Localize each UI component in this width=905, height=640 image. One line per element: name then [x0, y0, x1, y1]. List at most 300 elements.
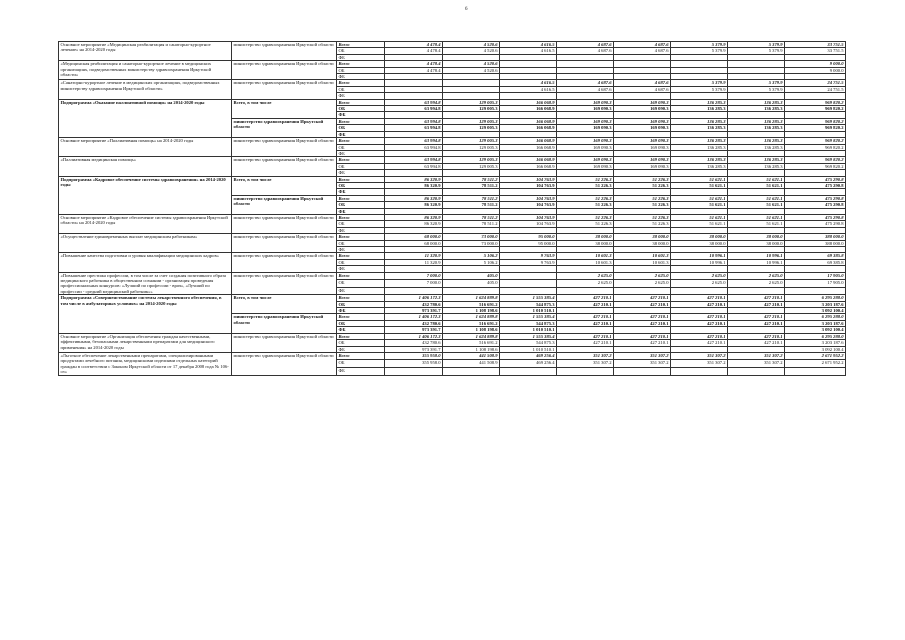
year-value-cell: 104 763.9 — [500, 176, 557, 182]
year-value-cell: 129 005.3 — [443, 125, 500, 131]
year-value-cell: 427 210.1 — [671, 320, 728, 326]
year-value-cell: 1 555 385.4 — [500, 295, 557, 301]
year-value-cell: 5 379.9 — [728, 48, 785, 54]
year-value-cell: 95 000.0 — [500, 240, 557, 246]
funding-source-cell: Всего — [337, 157, 385, 163]
funding-source-cell: Всего — [337, 214, 385, 220]
year-value-cell: 136 285.3 — [671, 138, 728, 144]
year-value-cell: 427 210.1 — [557, 295, 614, 301]
year-value-cell: 351 307.2 — [728, 352, 785, 360]
year-value-cell: 169 090.3 — [557, 125, 614, 131]
year-value-cell: 469 256.4 — [500, 352, 557, 360]
year-value-cell: 4 687.6 — [614, 48, 671, 54]
year-value-cell: 166 068.9 — [500, 138, 557, 144]
year-value-cell: 432 780.6 — [385, 320, 443, 326]
year-value-cell: 5 106.2 — [443, 259, 500, 265]
year-value-cell: 104 763.9 — [500, 202, 557, 208]
executor-cell: министерство здравоохранения Иркутской области — [232, 214, 337, 233]
year-value-cell: 51 621.1 — [728, 202, 785, 208]
year-value-cell: 136 285.3 — [671, 125, 728, 131]
total-value-cell: 17 905.0 — [785, 280, 846, 288]
year-value-cell: 51 621.1 — [671, 182, 728, 188]
year-value-cell: 10 601.3 — [614, 259, 671, 265]
year-value-cell: 4 687.6 — [557, 42, 614, 48]
year-value-cell: 427 210.1 — [671, 301, 728, 307]
year-value-cell: 9 763.9 — [500, 259, 557, 265]
year-value-cell: 38 000.0 — [728, 234, 785, 240]
total-value-cell: 475 290.8 — [785, 202, 846, 208]
funding-source-cell: ОБ — [337, 340, 385, 346]
program-name-cell: Основное мероприятие «Организация обеспечения граждан качественными, эффективными, безопасными лекарственными препаратами для медицинского применения» на 2014-2020 годы — [59, 333, 232, 352]
total-value-cell: 475 290.8 — [785, 176, 846, 182]
executor-cell: министерство здравоохранения Иркутской области — [232, 234, 337, 253]
funding-source-cell: Всего — [337, 253, 385, 259]
year-value-cell: 5 379.9 — [671, 86, 728, 92]
year-value-cell: 63 994.8 — [385, 157, 443, 163]
funding-source-cell: ФБ — [337, 266, 385, 272]
total-value-cell: 24 751.5 — [785, 86, 846, 92]
year-value-cell: 63 994.8 — [385, 163, 443, 169]
year-value-cell: 129 005.3 — [443, 99, 500, 105]
year-value-cell — [500, 287, 557, 295]
year-value-cell: 38 000.0 — [557, 234, 614, 240]
total-value-cell: 475 290.8 — [785, 182, 846, 188]
year-value-cell: 11 320.9 — [385, 253, 443, 259]
year-value-cell — [557, 287, 614, 295]
year-value-cell: 351 307.2 — [728, 360, 785, 368]
funding-source-cell: ОБ — [337, 320, 385, 326]
executor-cell: министерство здравоохранения Иркутской области — [232, 118, 337, 137]
funding-source-cell: ОБ — [337, 86, 385, 92]
program-name-cell: «Паллиативная медицинская помощь» — [59, 157, 232, 176]
year-value-cell: 63 994.8 — [385, 106, 443, 112]
executor-cell: министерство здравоохранения Иркутской области — [232, 80, 337, 99]
year-value-cell — [728, 287, 785, 295]
year-value-cell: 104 763.9 — [500, 221, 557, 227]
year-value-cell: 169 090.3 — [614, 144, 671, 150]
year-value-cell: 4 520.6 — [443, 48, 500, 54]
funding-source-cell: Всего — [337, 272, 385, 280]
year-value-cell: 78 511.2 — [443, 176, 500, 182]
year-value-cell: 973 391.7 — [385, 327, 443, 333]
year-value-cell: 68 000.0 — [385, 234, 443, 240]
year-value-cell: 38 000.0 — [614, 240, 671, 246]
year-value-cell: 4 687.6 — [557, 48, 614, 54]
year-value-cell: 2 625.0 — [728, 272, 785, 280]
year-value-cell: 516 691.2 — [443, 301, 500, 307]
year-value-cell: 136 285.3 — [728, 125, 785, 131]
year-value-cell: 355 958.0 — [385, 352, 443, 360]
year-value-cell: 51 621.1 — [671, 221, 728, 227]
year-value-cell: 169 090.3 — [614, 157, 671, 163]
year-value-cell: 427 210.1 — [728, 301, 785, 307]
year-value-cell: 51 226.3 — [614, 195, 671, 201]
year-value-cell: 136 285.3 — [728, 118, 785, 124]
year-value-cell: 516 691.2 — [443, 320, 500, 326]
funding-source-cell: ФБ — [337, 170, 385, 176]
year-value-cell: 129 005.3 — [443, 144, 500, 150]
year-value-cell: 86 320.9 — [385, 182, 443, 188]
year-value-cell: 38 000.0 — [614, 234, 671, 240]
year-value-cell: 136 285.3 — [671, 163, 728, 169]
year-value-cell: 427 210.1 — [671, 295, 728, 301]
year-value-cell: 351 307.2 — [557, 360, 614, 368]
year-value-cell: 427 210.1 — [614, 340, 671, 346]
funding-source-cell: ОБ — [337, 301, 385, 307]
executor-cell: Всего, в том числе — [232, 176, 337, 195]
year-value-cell: 51 226.3 — [614, 182, 671, 188]
total-value-cell: 969 820.2 — [785, 125, 846, 131]
funding-source-cell: ФБ — [337, 227, 385, 233]
funding-source-cell: ФБ — [337, 189, 385, 195]
year-value-cell: 7 000.0 — [385, 272, 443, 280]
year-value-cell: 10 996.1 — [671, 253, 728, 259]
funding-source-cell: Всего — [337, 195, 385, 201]
total-value-cell — [785, 367, 846, 375]
year-value-cell: 2 625.0 — [614, 272, 671, 280]
table-row — [59, 272, 846, 280]
year-value-cell: 51 226.3 — [557, 214, 614, 220]
year-value-cell: 136 285.3 — [728, 144, 785, 150]
year-value-cell: 427 210.1 — [614, 295, 671, 301]
year-value-cell: 5 379.9 — [671, 48, 728, 54]
year-value-cell: 169 090.3 — [557, 144, 614, 150]
total-value-cell: 969 820.2 — [785, 144, 846, 150]
funding-source-cell: Всего — [337, 234, 385, 240]
funding-source-cell: ОБ — [337, 106, 385, 112]
year-value-cell: 136 285.3 — [728, 157, 785, 163]
year-value-cell: 166 068.9 — [500, 106, 557, 112]
year-value-cell: 1 624 889.8 — [443, 314, 500, 320]
year-value-cell: 405.0 — [443, 280, 500, 288]
year-value-cell: 5 106.2 — [443, 253, 500, 259]
total-value-cell: 6 295 288.0 — [785, 295, 846, 301]
year-value-cell: 104 763.9 — [500, 195, 557, 201]
executor-cell: Всего, в том числе — [232, 99, 337, 118]
year-value-cell: 136 285.3 — [671, 118, 728, 124]
funding-source-cell: Всего — [337, 333, 385, 339]
year-value-cell: 68 000.0 — [385, 240, 443, 246]
year-value-cell: 427 210.1 — [557, 333, 614, 339]
funding-source-cell: Всего — [337, 80, 385, 86]
year-value-cell: 4 687.6 — [557, 80, 614, 86]
year-value-cell: 51 226.3 — [557, 202, 614, 208]
year-value-cell: 427 210.1 — [557, 301, 614, 307]
year-value-cell: 169 090.3 — [557, 99, 614, 105]
year-value-cell: 351 307.2 — [557, 352, 614, 360]
year-value-cell: 2 625.0 — [557, 280, 614, 288]
funding-source-cell: Всего — [337, 176, 385, 182]
year-value-cell: 4 520.6 — [443, 61, 500, 67]
program-name-cell: Основное мероприятие «Кадровое обеспечение системы здравоохранения Иркутской области» на 2014-2020 годы — [59, 214, 232, 233]
year-value-cell: 5 379.9 — [728, 80, 785, 86]
year-value-cell: 10 601.3 — [557, 253, 614, 259]
year-value-cell — [728, 367, 785, 375]
year-value-cell — [557, 367, 614, 375]
year-value-cell: 51 226.3 — [557, 195, 614, 201]
year-value-cell — [385, 287, 443, 295]
total-value-cell: 6 295 288.0 — [785, 314, 846, 320]
year-value-cell: 11 320.9 — [385, 259, 443, 265]
year-value-cell: 351 307.2 — [614, 360, 671, 368]
executor-cell: министерство здравоохранения Иркутской области — [232, 272, 337, 295]
year-value-cell: 169 090.3 — [557, 138, 614, 144]
year-value-cell: 427 210.1 — [728, 314, 785, 320]
funding-source-cell: Всего — [337, 99, 385, 105]
program-name-cell: Подпрограмма «Кадровое обеспечение системы здравоохранения» на 2014-2020 годы — [59, 176, 232, 214]
year-value-cell: 351 307.2 — [671, 352, 728, 360]
year-value-cell: 544 875.3 — [500, 320, 557, 326]
year-value-cell: 63 994.8 — [385, 144, 443, 150]
year-value-cell: 427 210.1 — [728, 295, 785, 301]
year-value-cell: 432 780.6 — [385, 301, 443, 307]
total-value-cell: 475 290.8 — [785, 214, 846, 220]
funding-source-cell: ОБ — [337, 280, 385, 288]
year-value-cell: 166 068.9 — [500, 144, 557, 150]
year-value-cell: 427 210.1 — [614, 314, 671, 320]
executor-cell: министерство здравоохранения Иркутской области — [232, 333, 337, 352]
year-value-cell: 7 000.0 — [385, 280, 443, 288]
year-value-cell: 169 090.3 — [557, 157, 614, 163]
year-value-cell: 38 000.0 — [671, 234, 728, 240]
total-value-cell: 33 751.5 — [785, 48, 846, 54]
year-value-cell: 51 226.3 — [614, 221, 671, 227]
year-value-cell: 4 478.4 — [385, 48, 443, 54]
year-value-cell: 441 508.9 — [443, 352, 500, 360]
year-value-cell: 51 621.1 — [728, 214, 785, 220]
year-value-cell: 78 511.2 — [443, 195, 500, 201]
year-value-cell: 38 000.0 — [671, 240, 728, 246]
funding-source-cell: Всего — [337, 118, 385, 124]
year-value-cell: 4 520.6 — [443, 42, 500, 48]
budget-table — [58, 41, 846, 376]
year-value-cell: 427 210.1 — [671, 314, 728, 320]
total-value-cell: 69 385.8 — [785, 259, 846, 265]
year-value-cell: 166 068.9 — [500, 125, 557, 131]
funding-source-cell: ОБ — [337, 125, 385, 131]
year-value-cell: 169 090.3 — [557, 118, 614, 124]
year-value-cell: 51 621.1 — [728, 221, 785, 227]
year-value-cell: 136 285.3 — [671, 99, 728, 105]
year-value-cell: 10 996.1 — [671, 259, 728, 265]
total-value-cell: 33 751.5 — [785, 42, 846, 48]
year-value-cell: 78 511.2 — [443, 202, 500, 208]
year-value-cell: 10 601.3 — [614, 253, 671, 259]
program-name-cell: «Медицинская реабилитация и санаторно-курортное лечение в медицинских организациях, подведомственных министерству здравоохранения Иркутской области» — [59, 61, 232, 80]
year-value-cell: 427 210.1 — [557, 320, 614, 326]
executor-cell: министерство здравоохранения Иркутской области — [232, 42, 337, 61]
year-value-cell — [500, 280, 557, 288]
executor-cell: министерство здравоохранения Иркутской области — [232, 352, 337, 375]
executor-cell: министерство здравоохранения Иркутской области — [232, 195, 337, 214]
total-value-cell: 3 203 187.6 — [785, 320, 846, 326]
year-value-cell: 51 226.3 — [614, 202, 671, 208]
year-value-cell: 169 090.3 — [557, 106, 614, 112]
year-value-cell: 136 285.3 — [671, 106, 728, 112]
total-value-cell: 388 000.0 — [785, 240, 846, 246]
year-value-cell: 63 994.8 — [385, 99, 443, 105]
year-value-cell: 51 621.1 — [728, 176, 785, 182]
year-value-cell: 1 108 198.6 — [443, 308, 500, 314]
funding-source-cell: ФБ — [337, 112, 385, 118]
total-value-cell: 3 203 187.6 — [785, 340, 846, 346]
year-value-cell: 169 090.3 — [557, 163, 614, 169]
year-value-cell: 73 000.0 — [443, 234, 500, 240]
year-value-cell: 1 010 510.1 — [500, 346, 557, 352]
year-value-cell: 4 687.6 — [614, 80, 671, 86]
total-value-cell: 475 290.8 — [785, 221, 846, 227]
funding-source-cell: ФБ — [337, 308, 385, 314]
year-value-cell: 10 996.1 — [728, 253, 785, 259]
year-value-cell: 63 994.8 — [385, 138, 443, 144]
year-value-cell: 4 687.6 — [614, 86, 671, 92]
budget-table-body — [59, 42, 846, 376]
year-value-cell: 104 763.9 — [500, 214, 557, 220]
year-value-cell: 169 090.3 — [614, 106, 671, 112]
total-value-cell: 17 905.0 — [785, 272, 846, 280]
funding-source-cell: Всего — [337, 61, 385, 67]
year-value-cell: 4 616.5 — [500, 48, 557, 54]
year-value-cell: 5 379.9 — [728, 86, 785, 92]
year-value-cell: 1 555 385.4 — [500, 314, 557, 320]
executor-cell: министерство здравоохранения Иркутской области — [232, 253, 337, 272]
year-value-cell: 166 068.9 — [500, 99, 557, 105]
year-value-cell: 1 108 198.6 — [443, 346, 500, 352]
funding-source-cell: Всего — [337, 42, 385, 48]
year-value-cell: 1 624 889.8 — [443, 295, 500, 301]
year-value-cell: 10 996.1 — [728, 259, 785, 265]
funding-source-cell: ФБ — [337, 150, 385, 156]
funding-source-cell: ОБ — [337, 221, 385, 227]
funding-source-cell: ФБ — [337, 346, 385, 352]
year-value-cell: 136 285.3 — [671, 144, 728, 150]
year-value-cell: 4 478.4 — [385, 42, 443, 48]
year-value-cell — [500, 272, 557, 280]
year-value-cell: 51 226.3 — [557, 182, 614, 188]
year-value-cell: 63 994.8 — [385, 125, 443, 131]
year-value-cell: 4 616.5 — [500, 80, 557, 86]
year-value-cell: 2 625.0 — [557, 272, 614, 280]
year-value-cell: 4 478.4 — [385, 67, 443, 73]
funding-source-cell: ОБ — [337, 182, 385, 188]
year-value-cell: 51 226.3 — [557, 176, 614, 182]
funding-source-cell: Всего — [337, 138, 385, 144]
year-value-cell: 1 624 889.8 — [443, 333, 500, 339]
total-value-cell: 969 820.2 — [785, 138, 846, 144]
year-value-cell — [614, 287, 671, 295]
year-value-cell: 544 875.3 — [500, 340, 557, 346]
total-value-cell: 3 203 187.6 — [785, 301, 846, 307]
funding-source-cell: Всего — [337, 352, 385, 360]
page-number: 6 — [465, 7, 468, 12]
year-value-cell: 86 320.9 — [385, 202, 443, 208]
year-value-cell: 973 391.7 — [385, 346, 443, 352]
year-value-cell: 86 320.9 — [385, 214, 443, 220]
total-value-cell: 969 820.2 — [785, 163, 846, 169]
total-value-cell: 475 290.8 — [785, 195, 846, 201]
total-value-cell: 969 820.2 — [785, 118, 846, 124]
funding-source-cell: ОБ — [337, 163, 385, 169]
funding-source-cell: ОБ — [337, 202, 385, 208]
year-value-cell — [671, 367, 728, 375]
funding-source-cell: ОБ — [337, 240, 385, 246]
total-value-cell: 69 385.8 — [785, 253, 846, 259]
year-value-cell — [443, 367, 500, 375]
year-value-cell: 129 005.3 — [443, 157, 500, 163]
year-value-cell: 427 210.1 — [557, 340, 614, 346]
year-value-cell: 4 616.5 — [500, 86, 557, 92]
year-value-cell: 5 379.9 — [728, 42, 785, 48]
program-name-cell: Основное мероприятие «Медицинская реабилитация и санаторно-курортное лечение» на 2014-2020 годы — [59, 42, 232, 61]
year-value-cell: 78 511.2 — [443, 214, 500, 220]
year-value-cell: 129 005.3 — [443, 138, 500, 144]
year-value-cell: 51 621.1 — [671, 214, 728, 220]
year-value-cell: 95 000.0 — [500, 234, 557, 240]
executor-cell: министерство здравоохранения Иркутской области — [232, 157, 337, 176]
funding-source-cell: ФБ — [337, 208, 385, 214]
program-name-cell: «Осуществление единовременных выплат медицинским работникам» — [59, 234, 232, 253]
year-value-cell: 355 958.0 — [385, 360, 443, 368]
year-value-cell: 38 000.0 — [557, 240, 614, 246]
year-value-cell: 4 616.5 — [500, 42, 557, 48]
total-value-cell: 969 820.2 — [785, 99, 846, 105]
year-value-cell: 136 285.3 — [728, 138, 785, 144]
year-value-cell: 51 226.3 — [614, 176, 671, 182]
year-value-cell: 166 068.9 — [500, 157, 557, 163]
year-value-cell: 432 780.6 — [385, 340, 443, 346]
total-value-cell: 24 751.5 — [785, 80, 846, 86]
program-name-cell: Подпрограмма «Оказание паллиативной помощи» на 2014-2020 годы — [59, 99, 232, 137]
program-name-cell: Подпрограмма «Совершенствование системы лекарственного обеспечения, в том числе в амбулаторных условиях» на 2014-2020 годы — [59, 295, 232, 333]
year-value-cell: 51 226.3 — [614, 214, 671, 220]
year-value-cell: 51 621.1 — [671, 195, 728, 201]
year-value-cell: 104 763.9 — [500, 182, 557, 188]
executor-cell: Всего, в том числе — [232, 295, 337, 314]
year-value-cell: 427 210.1 — [614, 301, 671, 307]
year-value-cell: 136 285.3 — [728, 163, 785, 169]
funding-source-cell: ФБ — [337, 74, 385, 80]
year-value-cell: 78 511.2 — [443, 221, 500, 227]
executor-cell: министерство здравоохранения Иркутской области — [232, 314, 337, 333]
year-value-cell: 427 210.1 — [614, 333, 671, 339]
total-value-cell: 388 000.0 — [785, 234, 846, 240]
funding-source-cell: ОБ — [337, 259, 385, 265]
year-value-cell: 86 320.9 — [385, 176, 443, 182]
year-value-cell: 78 511.2 — [443, 182, 500, 188]
year-value-cell: 86 320.9 — [385, 195, 443, 201]
year-value-cell: 169 090.3 — [614, 163, 671, 169]
funding-source-cell: ФБ — [337, 54, 385, 60]
year-value-cell: 2 625.0 — [728, 280, 785, 288]
total-value-cell: 969 820.2 — [785, 106, 846, 112]
total-value-cell — [785, 287, 846, 295]
year-value-cell: 1 406 172.3 — [385, 333, 443, 339]
year-value-cell: 51 621.1 — [728, 195, 785, 201]
year-value-cell: 2 625.0 — [671, 272, 728, 280]
year-value-cell: 427 210.1 — [728, 340, 785, 346]
year-value-cell: 51 621.1 — [671, 202, 728, 208]
year-value-cell: 129 005.3 — [443, 106, 500, 112]
funding-source-cell: Всего — [337, 295, 385, 301]
year-value-cell: 169 090.3 — [614, 118, 671, 124]
year-value-cell: 544 875.3 — [500, 301, 557, 307]
program-name-cell: «Льготное обеспечение лекарственными препаратами, специализированными продуктами лечебного питания, медицинскими изделиями отдельных категорий граждан в соответствии с Законом Иркутской области от 17 декабря 2008 года № 106-оз» — [59, 352, 232, 375]
total-value-cell: 3 092 100.4 — [785, 327, 846, 333]
year-value-cell: 4 478.4 — [385, 61, 443, 67]
program-name-cell: «Повышение престижа профессии, в том числе за счет создания позитивного образа медицинского работника в общественном сознании - организация проведения профессиональных конкурсов: «Лучший по профессии - врач», «Лучший по профессии - средний медицинский работник»» — [59, 272, 232, 295]
year-value-cell: 73 000.0 — [443, 240, 500, 246]
year-value-cell: 129 005.3 — [443, 118, 500, 124]
